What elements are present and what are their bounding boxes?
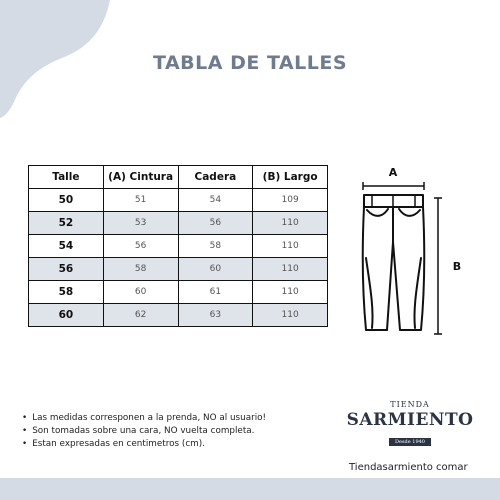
table-row	[29, 235, 328, 258]
cell-cadera: 63	[178, 304, 253, 327]
pants-diagram	[350, 158, 480, 358]
note-item: • Son tomadas sobre una cara, NO vuelta completa.	[22, 425, 266, 438]
cell-talle: 54	[29, 235, 104, 258]
cell-talle: 52	[29, 212, 104, 235]
note-item: • Estan expresadas en centimetros (cm).	[22, 438, 266, 451]
size-table	[28, 165, 328, 327]
cell-largo: 109	[253, 189, 328, 212]
pants-outline	[363, 195, 425, 330]
table-row	[29, 258, 328, 281]
table-row	[29, 304, 328, 327]
note-item: • Las medidas corresponen a la prenda, NO al usuario!	[22, 412, 266, 425]
cell-largo: 110	[253, 235, 328, 258]
table-row	[29, 212, 328, 235]
cell-talle: 50	[29, 189, 104, 212]
cell-cadera: 61	[178, 281, 253, 304]
logo-main-text: SARMIENTO	[346, 410, 474, 430]
cell-cintura: 62	[103, 304, 178, 327]
cell-cadera: 60	[178, 258, 253, 281]
cell-cintura: 58	[103, 258, 178, 281]
column-header-largo: (B) Largo	[253, 166, 328, 189]
cell-cintura: 51	[103, 189, 178, 212]
length-measure-arrow	[434, 198, 442, 334]
cell-talle: 60	[29, 304, 104, 327]
brand-logo	[345, 400, 475, 448]
notes-list	[22, 412, 266, 451]
table-header-row	[29, 166, 328, 189]
cell-cintura: 53	[103, 212, 178, 235]
waist-measure-arrow	[363, 182, 424, 190]
website-text: Tiendasarmiento comar	[349, 462, 468, 473]
cell-talle: 58	[29, 281, 104, 304]
column-header-cadera: Cadera	[178, 166, 253, 189]
label-b: B	[452, 260, 462, 273]
cell-largo: 110	[253, 304, 328, 327]
column-header-cintura: (A) Cintura	[103, 166, 178, 189]
column-header-talle: Talle	[29, 166, 104, 189]
cell-cadera: 58	[178, 235, 253, 258]
belt-loops	[372, 195, 415, 207]
cell-cadera: 56	[178, 212, 253, 235]
cell-cintura: 60	[103, 281, 178, 304]
bottom-band	[0, 478, 500, 500]
logo-top-text: TIENDA	[390, 400, 430, 409]
page-title: TABLA DE TALLES	[152, 52, 348, 74]
cell-largo: 110	[253, 281, 328, 304]
logo-banner: Desde 1940	[389, 438, 431, 446]
cell-talle: 56	[29, 258, 104, 281]
cell-cintura: 56	[103, 235, 178, 258]
cell-largo: 110	[253, 212, 328, 235]
label-a: A	[388, 166, 398, 179]
table-row	[29, 281, 328, 304]
cell-cadera: 54	[178, 189, 253, 212]
cell-largo: 110	[253, 258, 328, 281]
table-row	[29, 189, 328, 212]
